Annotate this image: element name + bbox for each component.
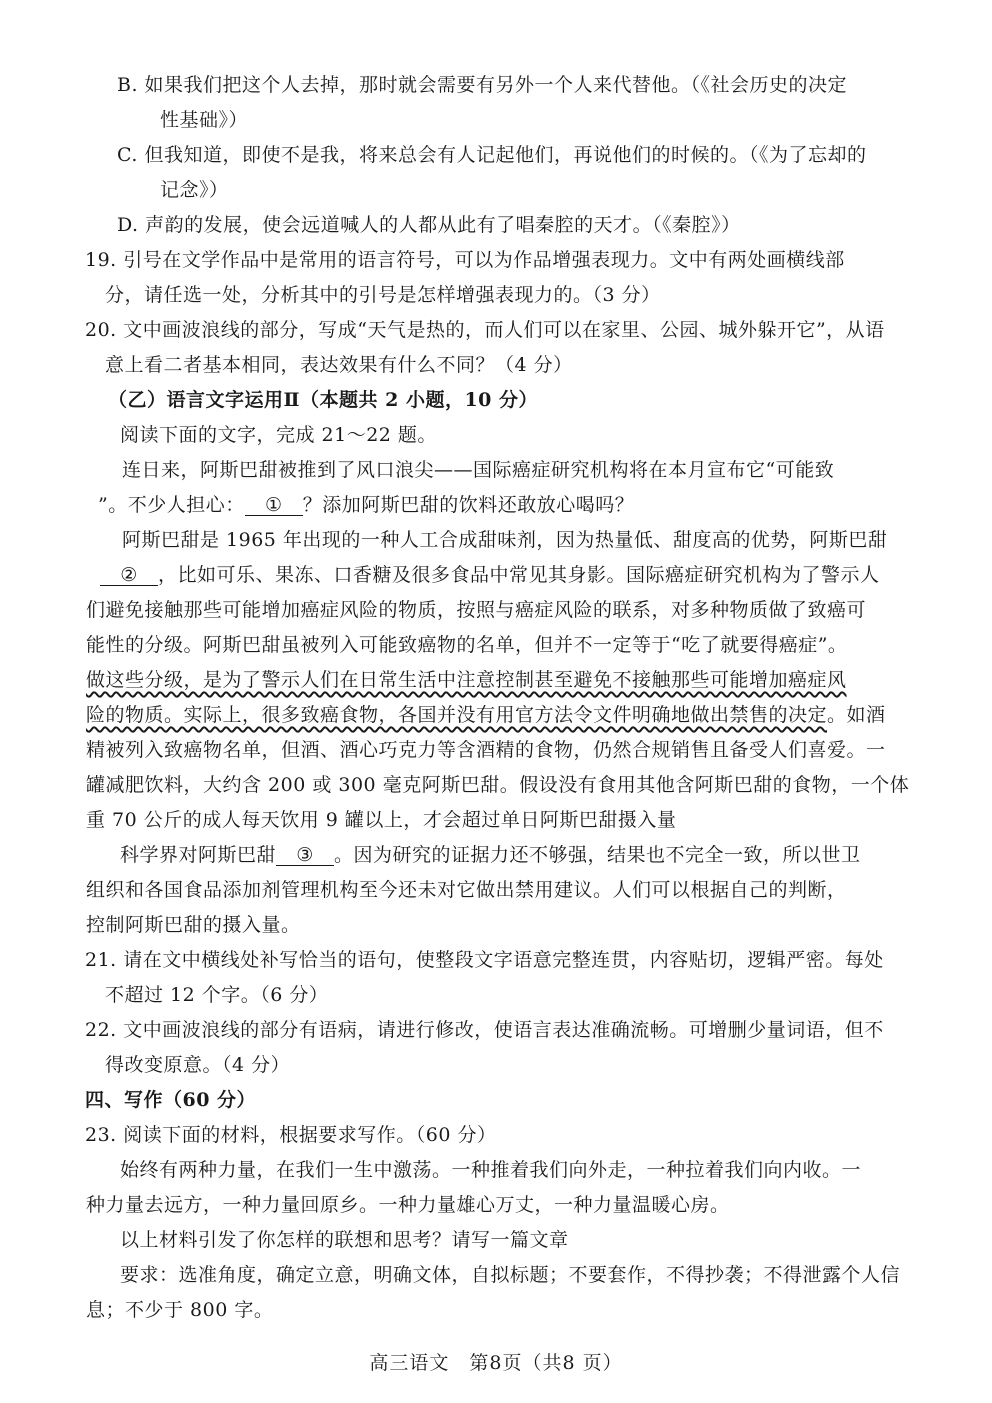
passage-text: ”。不少人担心：	[98, 494, 245, 516]
question-19-line2: 分，请任选一处，分析其中的引号是怎样增强表现力的。（3 分）	[105, 284, 661, 306]
reading-instruction: 阅读下面的文字，完成 21～22 题。	[120, 424, 437, 446]
passage-p1-line2	[98, 492, 634, 518]
question-21-line1: 21. 请在文中横线处补写恰当的语句，使整段文字语意完整连贯，内容贴切，逻辑严密。每处	[85, 949, 884, 971]
question-20-line2: 意上看二者基本相同，表达效果有什么不同？（4 分）	[105, 354, 573, 376]
blank-3[interactable]: ③	[276, 845, 334, 866]
question-23-line1: 23. 阅读下面的材料，根据要求写作。（60 分）	[85, 1124, 497, 1146]
passage-p2-line3: 们避免接触那些可能增加癌症风险的物质，按照与癌症风险的联系，对多种物质做了致癌可	[86, 599, 867, 621]
passage-text: ？添加阿斯巴甜的饮料还敢放心喝吗？	[302, 494, 635, 516]
passage-p2-line4: 能性的分级。阿斯巴甜虽被列入可能致癌物的名单，但并不一定等于“吃了就要得癌症”。	[86, 634, 848, 656]
passage-wavy-line1: 做这些分级，是为了警示人们在日常生活中注意控制甚至避免不接触那些可能增加癌症风	[86, 669, 847, 691]
passage-p3-line2: 组织和各国食品添加剂管理机构至今还未对它做出禁用建议。人们可以根据自己的判断，	[86, 879, 847, 901]
passage-p2-line6	[86, 702, 886, 728]
passage-p2-line7: 精被列入致癌物名单，但酒、酒心巧克力等含酒精的食物，仍然合规销售且备受人们喜爱。一	[86, 739, 886, 761]
option-d-line1: D. 声韵的发展，使会远道喊人的人都从此有了唱秦腔的天才。（《秦腔》）	[117, 214, 741, 236]
passage-p3-line1	[120, 842, 861, 868]
question-21-line2: 不超过 12 个字。（6 分）	[105, 984, 329, 1006]
option-b-line1: B. 如果我们把这个人去掉，那时就会需要有另外一个人来代替他。（《社会历史的决定	[117, 74, 848, 96]
option-c-line1: C. 但我知道，即使不是我，将来总会有人记起他们，再说他们的时候的。（《为了忘却的	[117, 144, 867, 166]
blank-2[interactable]: ②	[100, 565, 158, 586]
requirements-line2: 息；不少于 800 字。	[86, 1299, 274, 1321]
passage-p2-line1: 阿斯巴甜是 1965 年出现的一种人工合成甜味剂，因为热量低、甜度高的优势，阿斯巴甜	[122, 529, 888, 551]
material-line2: 种力量去远方，一种力量回原乡。一种力量雄心万丈，一种力量温暖心房。	[86, 1194, 730, 1216]
writing-prompt: 以上材料引发了你怎样的联想和思考？请写一篇文章	[120, 1229, 569, 1251]
passage-p2-line9: 重 70 公斤的成人每天饮用 9 罐以上，才会超过单日阿斯巴甜摄入量	[86, 809, 677, 831]
material-line1: 始终有两种力量，在我们一生中激荡。一种推着我们向外走，一种拉着我们向内收。一	[120, 1159, 862, 1181]
passage-p1-line1: 连日来，阿斯巴甜被推到了风口浪尖——国际癌症研究机构将在本月宣布它“可能致	[122, 459, 835, 481]
passage-p2-line2	[100, 562, 880, 588]
question-19-line1: 19. 引号在文学作品中是常用的语言符号，可以为作品增强表现力。文中有两处画横线部	[85, 249, 845, 271]
passage-text: 科学界对阿斯巴甜	[120, 844, 277, 866]
question-22-line1: 22. 文中画波浪线的部分有语病，请进行修改，使语言表达准确流畅。可增删少量词语，但不	[85, 1019, 884, 1041]
option-c-line2: 记念》）	[160, 179, 229, 201]
passage-text: 。因为研究的证据力还不够强，结果也不完全一致，所以世卫	[334, 844, 861, 866]
passage-text: 。如酒	[827, 704, 886, 726]
passage-p3-line3: 控制阿斯巴甜的摄入量。	[86, 914, 301, 936]
section-4-heading: 四、写作（60 分）	[85, 1089, 257, 1111]
section-yi-heading: （乙）语言文字运用Ⅱ（本题共 2 小题，10 分）	[108, 389, 539, 411]
question-22-line2: 得改变原意。（4 分）	[105, 1054, 291, 1076]
passage-wavy-line2: 险的物质。实际上，很多致癌食物，各国并没有用官方法令文件明确地做出禁售的决定	[86, 704, 828, 726]
page-footer: 高三语文 第8页（共8 页）	[369, 1352, 623, 1374]
blank-1[interactable]: ①	[245, 495, 303, 516]
question-20-line1: 20. 文中画波浪线的部分，写成“天气是热的，而人们可以在家里、公园、城外躲开它”，从语	[85, 319, 885, 341]
option-b-line2: 性基础》）	[160, 109, 249, 131]
passage-text: ，比如可乐、果冻、口香糖及很多食品中常见其身影。国际癌症研究机构为了警示人	[158, 564, 880, 586]
requirements-line1: 要求：选准角度，确定立意，明确文体，自拟标题；不要套作，不得抄袭；不得泄露个人信	[120, 1264, 901, 1286]
passage-p2-line8: 罐减肥饮料，大约含 200 或 300 毫克阿斯巴甜。假设没有食用其他含阿斯巴甜的食物，一个体	[86, 774, 910, 796]
